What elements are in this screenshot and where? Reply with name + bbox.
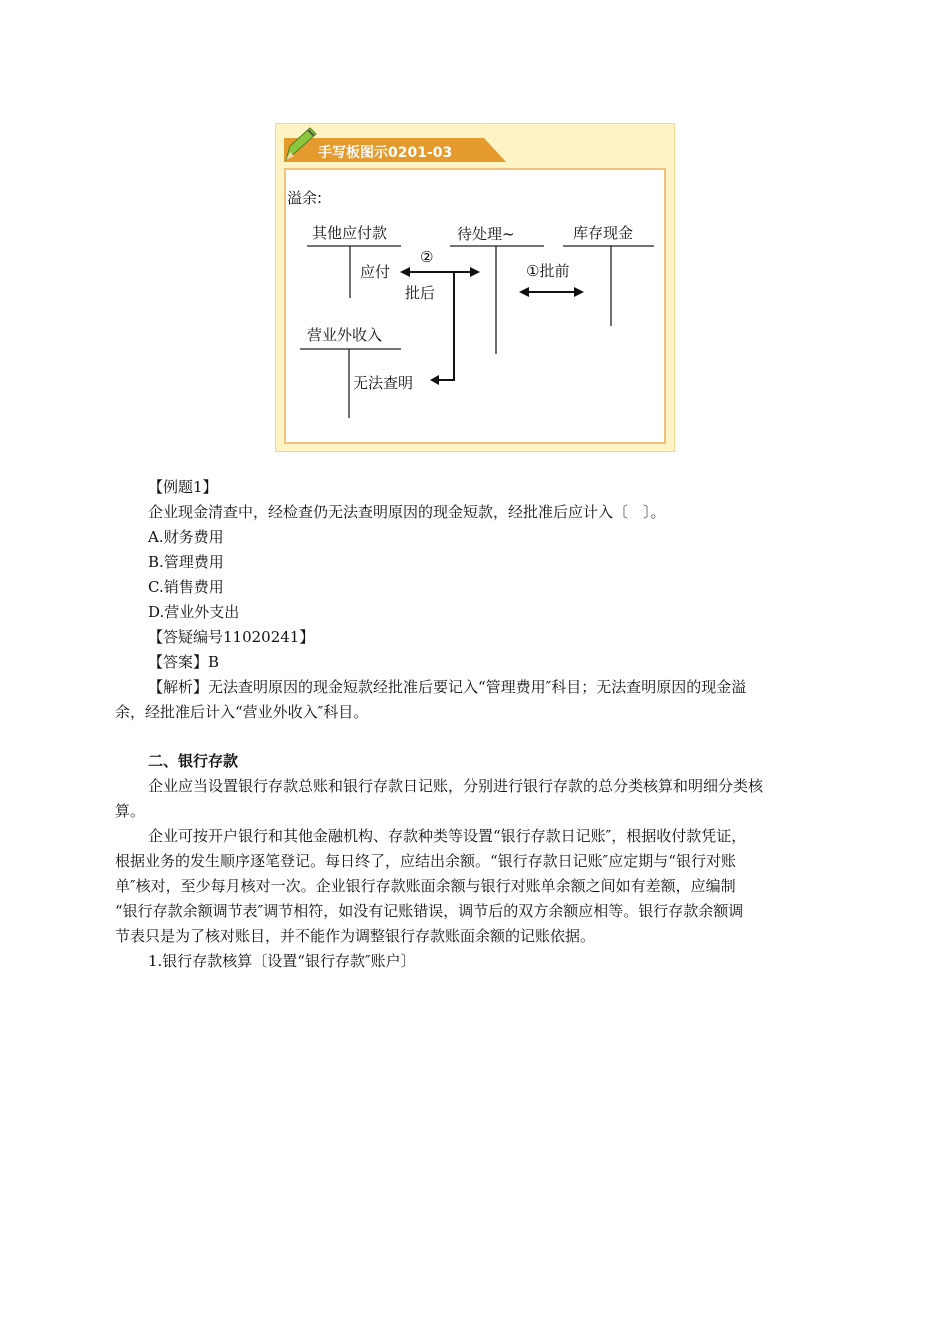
paragraph-2-line-5: 节表只是为了核对账目，并不能作为调整银行存款账面余额的记账依据。: [115, 927, 596, 945]
label-unexplained: 无法查明: [353, 374, 414, 392]
whiteboard-figure: [275, 123, 675, 452]
paragraph-2-line-3: 单″核对，至少每月核对一次。企业银行存款账面余额与银行对账单余额之间如有差额，应编制: [115, 877, 736, 895]
example-question: 企业现金清查中，经检查仍无法查明原因的现金短款，经批准后应计入〔 〕。: [148, 503, 666, 521]
answer-ref: 【答疑编号11020241】: [148, 628, 315, 646]
label-after-approval: 批后: [405, 284, 436, 302]
double-arrow-icon: [519, 287, 584, 297]
example-title: 【例题1】: [148, 478, 218, 496]
figure-heading: 溢余:: [287, 189, 323, 207]
answer: 【答案】B: [148, 653, 220, 671]
label-step1-before: ①批前: [526, 262, 570, 280]
option-c: C.销售费用: [148, 578, 224, 596]
section-heading: 二、银行存款: [148, 752, 239, 770]
option-b: B.管理费用: [148, 553, 224, 571]
option-a: A.财务费用: [148, 528, 224, 546]
list-item-1: 1.银行存款核算〔设置“银行存款″账户〕: [148, 952, 416, 970]
account-pending: 待处理~: [457, 225, 515, 243]
paragraph-2-line-4: “银行存款余额调节表″调节相符，如没有记账错误，调节后的双方余额应相等。银行存款余额调: [115, 902, 744, 920]
t-account-diagram: [276, 124, 676, 453]
paragraph-1-line-1: 企业应当设置银行存款总账和银行存款日记账，分别进行银行存款的总分类核算和明细分类核: [148, 777, 764, 795]
paragraph-2-line-1: 企业可按开户银行和其他金融机构、存款种类等设置“银行存款日记账″，根据收付款凭证，: [148, 827, 747, 845]
label-step2: ②: [420, 248, 434, 266]
figure-title: 手写板图示0201-03: [318, 145, 453, 161]
label-payable: 应付: [360, 263, 391, 281]
paragraph-1-line-2: 算。: [115, 802, 146, 820]
account-non-operating-income: 营业外收入: [307, 326, 383, 344]
analysis-line-1: 【解析】无法查明原因的现金短款经批准后要记入“管理费用″科目；无法查明原因的现金溢: [148, 678, 747, 696]
account-other-payables: 其他应付款: [312, 224, 388, 242]
account-cash: 库存现金: [573, 224, 634, 242]
analysis-line-2: 余，经批准后计入“营业外收入″科目。: [115, 703, 369, 721]
double-arrow-icon: [400, 267, 480, 277]
option-d: D.营业外支出: [148, 603, 240, 621]
paragraph-2-line-2: 根据业务的发生顺序逐笔登记。每日终了，应结出余额。“银行存款日记账″应定期与“银行对账: [115, 852, 736, 870]
